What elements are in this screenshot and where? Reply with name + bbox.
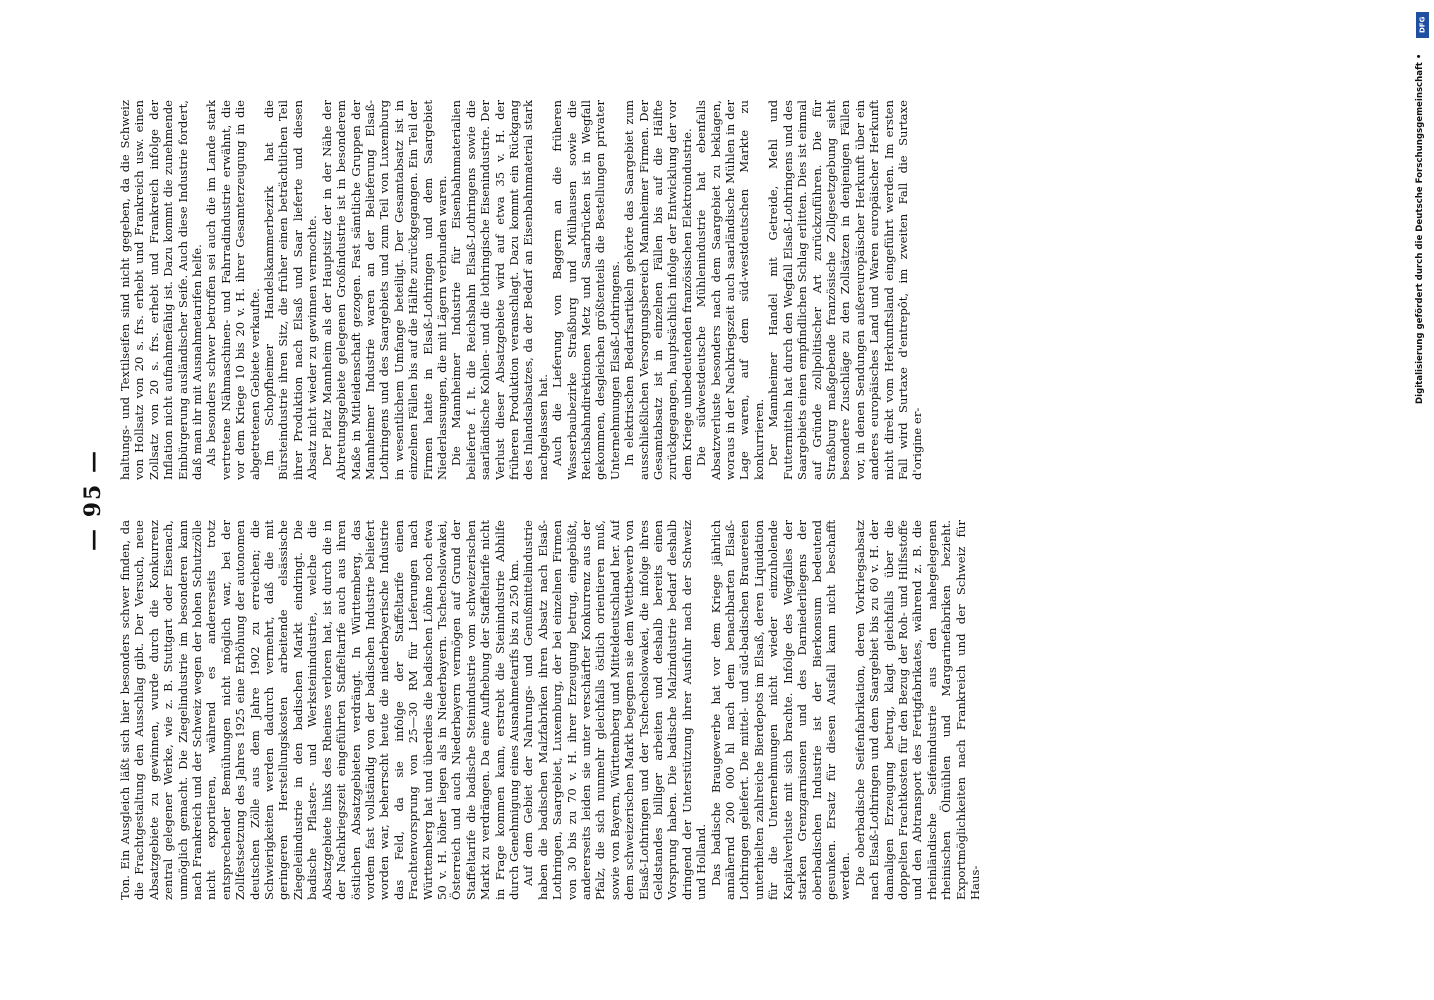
paragraph: In elektrischen Bedarfsartikeln gehörte das Saargebiet zum ausschließlichen Versorgungsbereich Mannheimer Firmen. Der Gesamtabsatz ist in einzelnen Fällen bis auf die Hälfte zurückgegangen, hauptsächlich infolge der Entwicklung der vor dem Kriege unbedeutenden französischen Elektroindustrie. — [622, 100, 694, 480]
paragraph: Ton. Ein Ausgleich läßt sich hier besonders schwer finden, da die Frachtgestaltung den Ausschlag gibt. Der Versuch, neue Absatzgebiete zu gewinnen, wurde durch die Konkurrenz zentral gelegener Werke, wie z. B. Stuttgart oder Eisenach, unmöglich gemacht. Die Ziegelindustrie im besonderen kann nach Frankreich und der Schweiz wegen der hohen Schutzzölle nicht exportieren, während es andererseits trotz entsprechender Bemühungen nicht möglich war, bei der Zollfestsetzung des Jahres 1925 eine Erhöhung der autonomen deutschen Zölle aus dem Jahre 1902 zu erreichen; die Schwierigkeiten werden dadurch vermehrt, daß die mit geringeren Herstellungskosten arbeitende elsässische Ziegeleiindustrie in den badischen Markt eindringt. Die badische Pflaster- und Werksteinindustrie, welche die Absatzgebiete links des Rheines verloren hat, ist durch die in der Nachkriegszeit eingeführten Staffeltarife auch aus ihren östlichen Absatzgebieten verdrängt. In Württemberg, das vordem fast vollständig von der badischen Industrie beliefert worden war, beherrscht heute die niederbayerische Industrie das Feld, da sie infolge der Staffeltarife einen Frachtenvorsprung von 25—30 RM für Lieferungen nach Württemberg hat und überdies die badischen Löhne noch etwa 50 v. H. höher liegen als in Niederbayern. Tschechoslowakei, Österreich und auch Niederbayern vermögen auf Grund der Staffeltarife die badische Steinindustrie vom schweizerischen Markt zu verdrängen. Da eine Aufhebung der Staffeltarife nicht in Frage kommen kann, erstrebt die Steinindustrie Abhilfe durch Genehmigung eines Ausnahmetarifs bis zu 250 km. — [118, 520, 521, 900]
paragraph: Auch die Lieferung von Baggern an die früheren Wasserbaubezirke Straßburg und Mülhausen sowie die Reichsbahndirektionen Metz und Saarbrücken ist in Wegfall gekommen, desgleichen größtenteils die Bestellungen privater Unternehmungen Elsaß-Lothringens. — [550, 100, 622, 480]
paragraph: Das badische Braugewerbe hat vor dem Kriege jährlich annähernd 200 000 hl nach dem benachbarten Elsaß-Lothringen geliefert. Die mittel- und süd-badischen Brauereien unterhielten zahlreiche Bierdepots im Elsaß, deren Liquidation für die Unternehmungen nicht wieder einzuholende Kapitalverluste mit sich brachte. Infolge des Wegfalles der starken Grenzgarnisonen und des Darniederliegens der oberbadischen Industrie ist der Bierkonsum bedeutend gesunken. Ersatz für diesen Ausfall kann nicht beschafft werden. — [708, 520, 853, 900]
paragraph: Die südwestdeutsche Mühlenindustrie hat ebenfalls Absatzverluste besonders nach dem Saargebiet zu beklagen, woraus in der Nachkriegszeit auch saarländische Mühlen in der Lage waren, auf dem süd-westdeutschen Markte zu konkurrieren. — [694, 100, 766, 480]
credit-text: Digitalisierung gefördert durch die Deutsche Forschungsgemeinschaft • — [1415, 53, 1425, 404]
paragraph: Die oberbadische Seifenfabrikation, deren Vorkriegsabsatz nach Elsaß-Lothringen und dem Saargebiet bis zu 60 v. H. der damaligen Erzeugung betrug, klagt gleichfalls über die doppelten Frachtkosten für den Bezug der Roh- und Hilfsstoffe und den Abtransport des Fertigfabrikates, während z. B. die rheinländische Seifenindustrie aus den nahegelegenen rheinischen Ölmühlen und Margarinefabriken bezieht. Exportmöglichkeiten nach Frankreich und der Schweiz für Haus- — [852, 520, 982, 900]
digitization-credit — [1413, 8, 1431, 404]
paragraph: Im Schopfheimer Handelskammerbezirk hat die Bürsteindustrie ihren Sitz, die früher einen beträchtlichen Teil ihrer Produktion nach Elsaß und Saar lieferte und diesen Absatz nicht wieder zu gewinnen vermochte. — [262, 100, 320, 480]
left-column — [118, 520, 1278, 900]
paragraph: Als besonders schwer betroffen sei auch die im Lande stark vertretene Nähmaschinen- und Fahrradindustrie erwähnt, die vor dem Kriege 10 bis 20 v. H. ihrer Gesamterzeugung in die abgetretenen Gebiete verkaufte. — [204, 100, 262, 480]
paragraph: Der Mannheimer Handel mit Getreide, Mehl und Futtermitteln hat durch den Wegfall Elsaß-Lothringens und des Saargebiets einen empfindlichen Schlag erlitten. Dies ist einmal auf Gründe zollpolitischer Art zurückzuführen. Die für Straßburg maßgebende französische Zollgesetzgebung sieht besondere Zuschläge zu den Zollsätzen in denjenigen Fällen vor, in denen Sendungen außereuropäischer Herkunft über ein anderes europäisches Land und Waren europäischer Herkunft nicht direkt vom Herkunftsland eingeführt werden. Im ersten Fall wird Surtaxe d'entrepôt, im zweiten Fall die Surtaxe d'origine er- — [766, 100, 925, 480]
paragraph: Auf dem Gebiet der Nahrungs- und Genußmittelindustrie haben die badischen Malzfabriken ihren Absatz nach Elsaß-Lothringen, Saargebiet, Luxemburg, der bei einzelnen Firmen von 30 bis zu 70 v. H. ihrer Erzeugung betrug, eingebüßt, andererseits leiden sie unter verschärfter Konkurrenz aus der Pfalz, die sich nunmehr gleichfalls östlich orientieren muß, sowie von Bayern, Württemberg und Mitteldeutschland her. Auf dem schweizerischen Markt begegnen sie dem Wettbewerb von Elsaß-Lothringen und der Tschechoslowakei, die infolge ihres Geldstandes billiger arbeiten und deshalb bereits einen Vorsprung haben. Die badische Malzindustrie bedarf deshalb dringend der Unterstützung ihrer Ausfuhr nach der Schweiz und Holland. — [521, 520, 709, 900]
page-number: — 95 — — [80, 449, 106, 551]
paragraph: Die Mannheimer Industrie für Eisenbahnmaterialien belieferte f. It. die Reichsbahn Elsaß-Lothringens sowie die saarländische Kohlen- und die lothringische Eisenindustrie. Der Verlust dieser Absatzgebiete wird auf etwa 35 v. H. der früheren Produktion veranschlagt. Dazu kommt ein Rückgang des Inlandsabsatzes, da der Bedarf an Eisenbahnmaterial stark nachgelassen hat. — [449, 100, 550, 480]
paragraph: haltungs- und Textilseifen sind nicht gegeben, da die Schweiz von Hollsatz von 20 s. frs. erhebt und Frankreich usw. einen Zollsatz von 20 s. frs. erhebt und Frankreich infolge der Inflation nicht aufnahmefähig ist. Dazu kommt die zunehmende Einbürgerung ausländischer Seife. Auch diese Industrie fordert, daß man ihr mit Ausnahmetarifen helfe. — [118, 100, 205, 480]
dfg-logo: DFG — [1416, 12, 1429, 38]
right-column — [118, 100, 1278, 480]
paragraph: Der Platz Mannheim als der Hauptsitz der in der Nähe der Abtretungsgebiete gelegenen Großindustrie ist in besonderem Maße in Mitleidenschaft gezogen. Fast sämtliche Gruppen der Mannheimer Industrie waren an der Belieferung Elsaß-Lothringens und des Saargebiets und zum Teil von Luxemburg in wesentlichem Umfange beteiligt. Der Gesamtabsatz ist in einzelnen Fällen bis auf die Hälfte zurückgegangen. Ein Teil der Firmen hatte in Elsaß-Lothringen und dem Saargebiet Niederlassungen, die mit Lägern verbunden waren. — [319, 100, 449, 480]
